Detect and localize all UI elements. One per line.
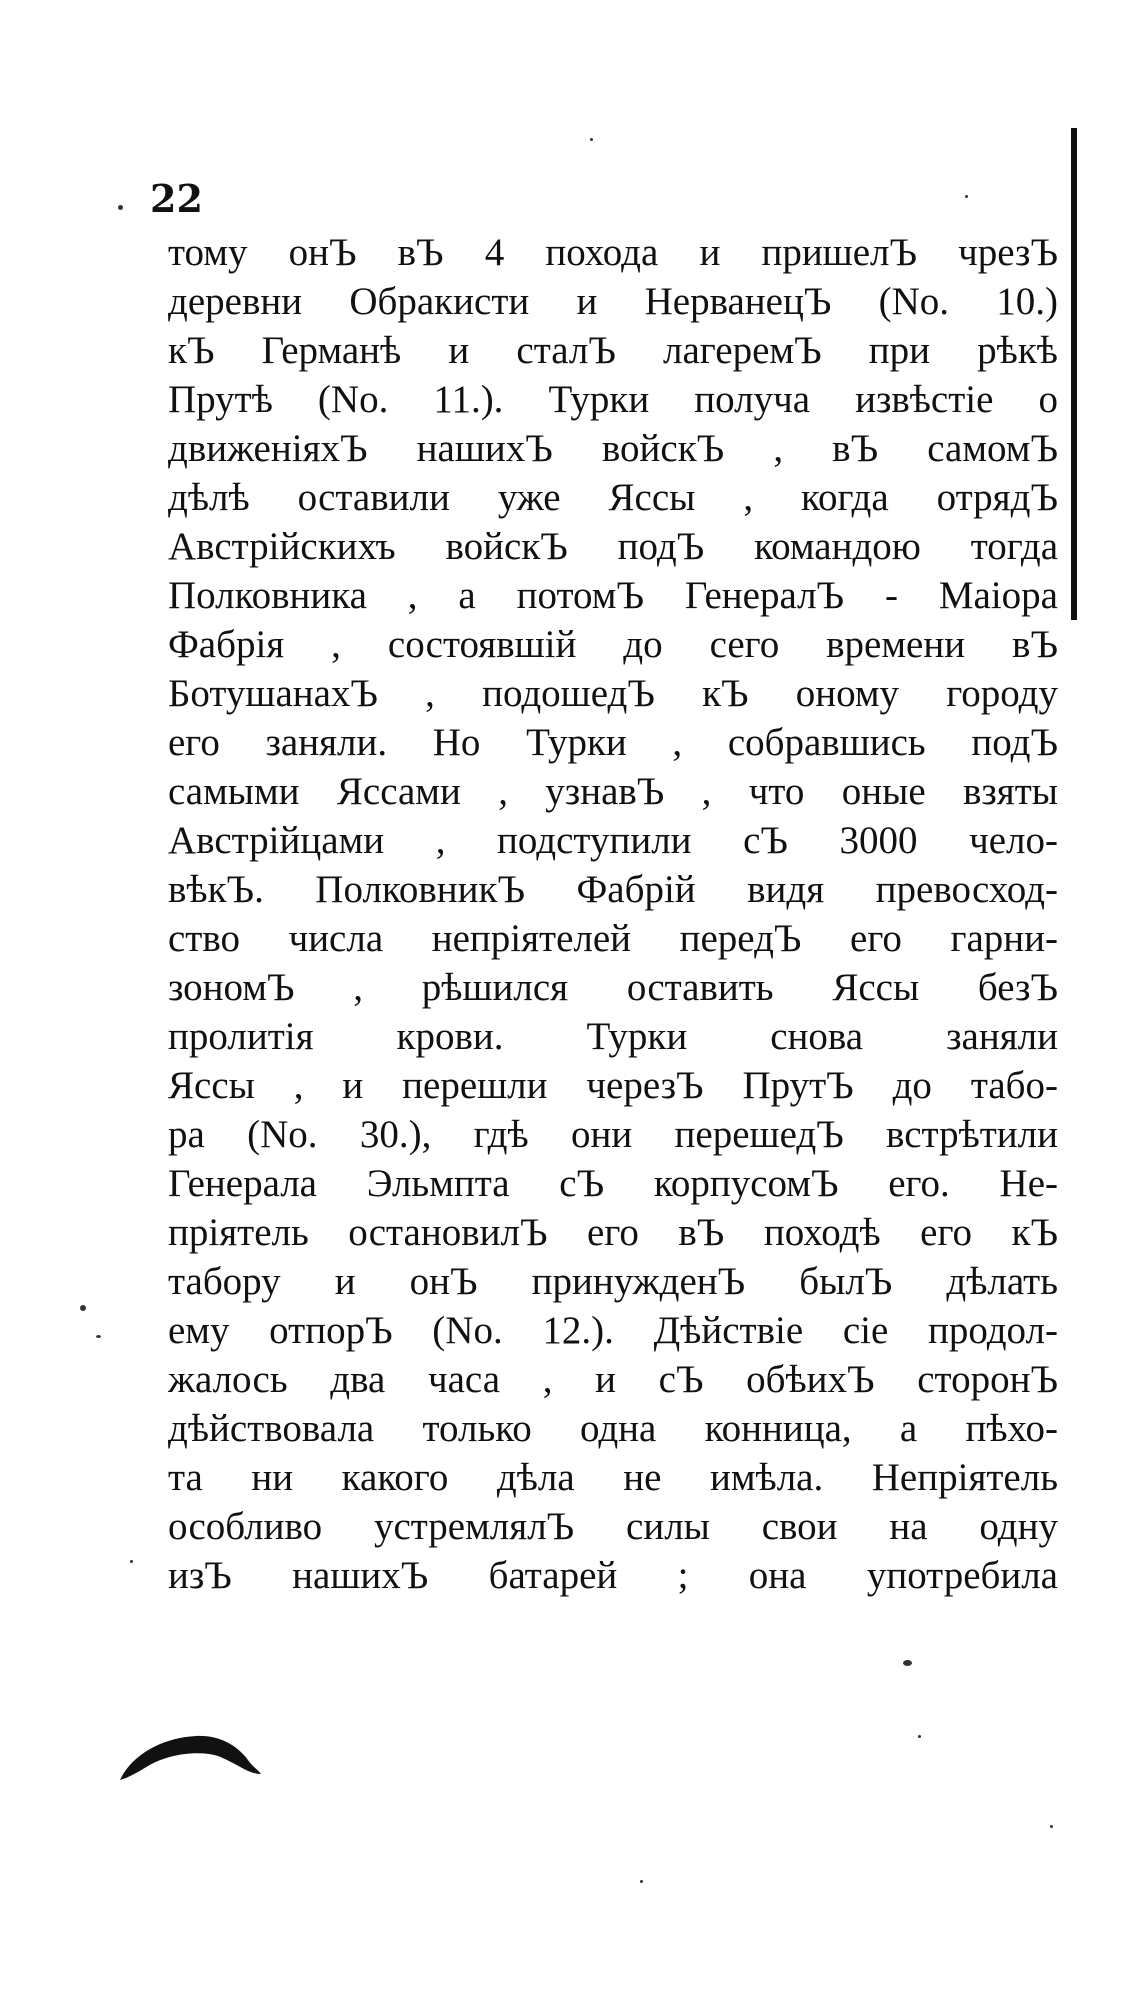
ink-speck bbox=[965, 195, 968, 198]
text-line: БотушанахЪ , подошедЪ кЪ оному городу bbox=[168, 672, 1058, 715]
text-line: Фабрiя , состоявшiй до сего времени вЪ bbox=[168, 623, 1058, 666]
text-line: Австрiйцами , подступили сЪ 3000 чело- bbox=[168, 819, 1058, 862]
ink-speck bbox=[96, 1335, 101, 1338]
text-line: Яссы , и перешли черезЪ ПрутЪ до табо- bbox=[168, 1064, 1058, 1107]
text-line: вѣкЪ. ПолковникЪ Фабрiй видя превосход- bbox=[168, 868, 1058, 911]
text-line: движенiяхЪ нашихЪ войскЪ , вЪ самомЪ bbox=[168, 427, 1058, 470]
ink-speck bbox=[590, 138, 593, 141]
ink-speck bbox=[640, 1880, 643, 1883]
text-line: табору и онЪ принужденЪ былЪ дѣлать bbox=[168, 1260, 1058, 1303]
text-line: ему отпорЪ (No. 12.). Дѣйствiе сiе продол- bbox=[168, 1309, 1058, 1352]
text-line: кЪ Германѣ и сталЪ лагеремЪ при рѣкѣ bbox=[168, 329, 1058, 372]
text-line: дѣлѣ оставили уже Яссы , когда отрядЪ bbox=[168, 476, 1058, 519]
page-number: 22 bbox=[150, 176, 203, 221]
ink-speck bbox=[918, 1735, 921, 1738]
text-line: Генерала Эльмпта сЪ корпусомЪ его. Не- bbox=[168, 1162, 1058, 1205]
text-line: особливо устремлялЪ силы свои на одну bbox=[168, 1505, 1058, 1548]
text-line: Австрiйскихъ войскЪ подЪ командою тогда bbox=[168, 525, 1058, 568]
ink-speck bbox=[80, 1305, 86, 1311]
text-line: изЪ нашихЪ батарей ; она употребила bbox=[168, 1554, 1058, 1597]
text-line: ра (No. 30.), гдѣ они перешедЪ встрѣтили bbox=[168, 1113, 1058, 1156]
ink-speck bbox=[130, 1560, 133, 1563]
margin-rule bbox=[1071, 128, 1077, 620]
text-line: Прутѣ (No. 11.). Турки получа извѣстiе о bbox=[168, 378, 1058, 421]
text-line: деревни Обракисти и НерванецЪ (No. 10.) bbox=[168, 280, 1058, 323]
text-line: прiятель остановилЪ его вЪ походѣ его кЪ bbox=[168, 1211, 1058, 1254]
ink-blot bbox=[118, 1730, 263, 1782]
text-line: самыми Яссами , узнавЪ , что оные взяты bbox=[168, 770, 1058, 813]
text-line: дѣйствовала только одна конница, а пѣхо- bbox=[168, 1407, 1058, 1450]
text-line: Полковника , а потомЪ ГенералЪ - Маiора bbox=[168, 574, 1058, 617]
text-line: тому онЪ вЪ 4 похода и пришелЪ чрезЪ bbox=[168, 231, 1058, 274]
text-line: та ни какого дѣла не имѣла. Непрiятель bbox=[168, 1456, 1058, 1499]
text-line: пролитiя крови. Турки снова заняли bbox=[168, 1015, 1058, 1058]
ink-speck bbox=[118, 205, 123, 210]
text-line: ство числа непрiятелей передЪ его гарни- bbox=[168, 917, 1058, 960]
text-line: зономЪ , рѣшился оставить Яссы безЪ bbox=[168, 966, 1058, 1009]
ink-speck bbox=[1050, 1825, 1053, 1828]
body-text bbox=[168, 228, 1058, 1600]
text-line: его заняли. Но Турки , собравшись подЪ bbox=[168, 721, 1058, 764]
text-line: жалось два часа , и сЪ обѣихЪ сторонЪ bbox=[168, 1358, 1058, 1401]
ink-speck bbox=[903, 1660, 912, 1666]
